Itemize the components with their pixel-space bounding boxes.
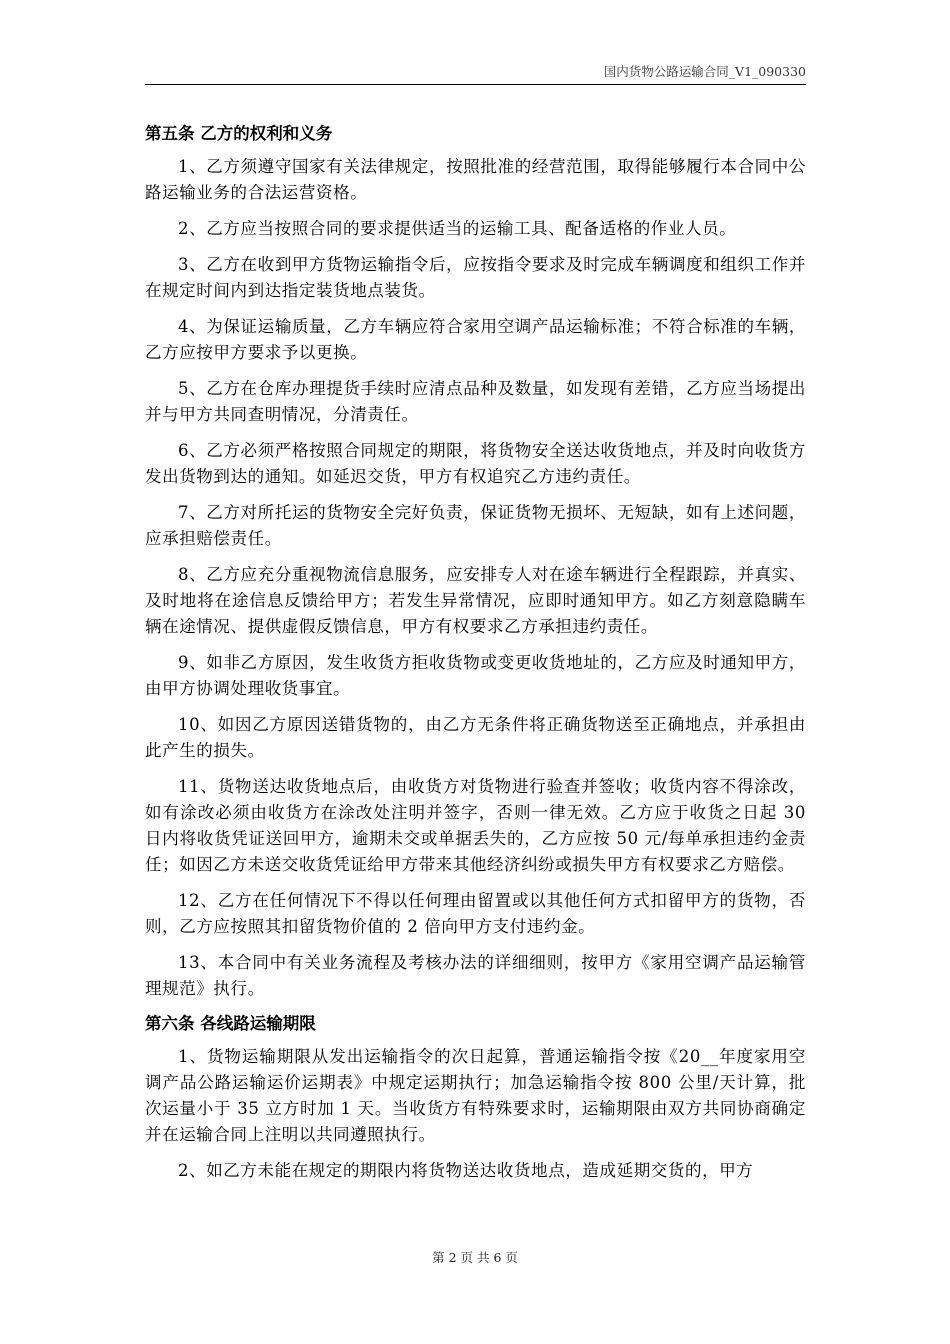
section-heading: 第五条 乙方的权利和义务: [145, 124, 333, 143]
paragraph: 9、如非乙方原因，发生收货方拒收货物或变更收货地址的，乙方应及时通知甲方，由甲方协调处理收货事宜。: [145, 653, 806, 698]
paragraph: 11、货物送达收货地点后，由收货方对货物进行验查并签收；收货内容不得涂改，如有涂改必须由收货方在涂改处注明并签字，否则一律无效。乙方应于收货之日起 30 日内将收货凭证送回甲方，逾期未交或单据丢失的，乙方应按 50 元/每单承担违约金责任；如因乙方未送交收货凭证给甲方带来其他经济纠纷或损失甲方有权要求乙方赔偿。: [145, 777, 806, 874]
paragraph: 3、乙方在收到甲方货物运输指令后，应按指令要求及时完成车辆调度和组织工作并在规定时间内到达指定装货地点装货。: [145, 255, 806, 300]
document-code: 国内货物公路运输合同_V1_090330: [603, 64, 806, 79]
paragraph: 5、乙方在仓库办理提货手续时应清点品种及数量，如发现有差错，乙方应当场提出并与甲方共同查明情况，分清责任。: [145, 379, 806, 424]
paragraph: 13、本合同中有关业务流程及考核办法的详细细则，按甲方《家用空调产品运输管理规范》执行。: [145, 953, 806, 998]
paragraph: 12、乙方在任何情况下不得以任何理由留置或以其他任何方式扣留甲方的货物，否则，乙方应按照其扣留货物价值的 2 倍向甲方支付违约金。: [145, 891, 806, 936]
document-body: [145, 122, 806, 1194]
section-article-5: [145, 122, 806, 1002]
paragraph: 7、乙方对所托运的货物安全完好负责，保证货物无损坏、无短缺，如有上述问题，应承担赔偿责任。: [145, 503, 806, 548]
paragraph: 8、乙方应充分重视物流信息服务，应安排专人对在途车辆进行全程跟踪，并真实、及时地将在途信息反馈给甲方；若发生异常情况，应即时通知甲方。如乙方刻意隐瞒车辆在途情况、提供虚假反馈信息，甲方有权要求乙方承担违约责任。: [145, 565, 806, 636]
paragraph: 2、如乙方未能在规定的期限内将货物送达收货地点，造成延期交货的，甲方: [178, 1161, 754, 1180]
page-number: 第 2 页 共 6 页: [432, 1250, 518, 1265]
page-header: [145, 62, 806, 85]
paragraph: 2、乙方应当按照合同的要求提供适当的运输工具、配备适格的作业人员。: [178, 219, 737, 238]
paragraph: 1、乙方须遵守国家有关法律规定，按照批准的经营范围，取得能够履行本合同中公路运输业务的合法运营资格。: [145, 157, 806, 202]
paragraph: 10、如因乙方原因送错货物的，由乙方无条件将正确货物送至正确地点，并承担由此产生的损失。: [145, 715, 806, 760]
page-footer: [0, 1248, 950, 1266]
section-article-6: [145, 1012, 806, 1184]
paragraph: 1、货物运输期限从发出运输指令的次日起算，普通运输指令按《20__年度家用空调产品公路运输运价运期表》中规定运期执行；加急运输指令按 800 公里/天计算，批次运量小于 35 立方时加 1 天。当收货方有特殊要求时，运输期限由双方共同协商确定并在运输合同上注明以共同遵照执行。: [145, 1047, 806, 1144]
paragraph: 6、乙方必须严格按照合同规定的期限，将货物安全送达收货地点，并及时向收货方发出货物到达的通知。如延迟交货，甲方有权追究乙方违约责任。: [145, 441, 806, 486]
paragraph: 4、为保证运输质量，乙方车辆应符合家用空调产品运输标准；不符合标准的车辆，乙方应按甲方要求予以更换。: [145, 317, 806, 362]
section-heading: 第六条 各线路运输期限: [145, 1014, 316, 1033]
